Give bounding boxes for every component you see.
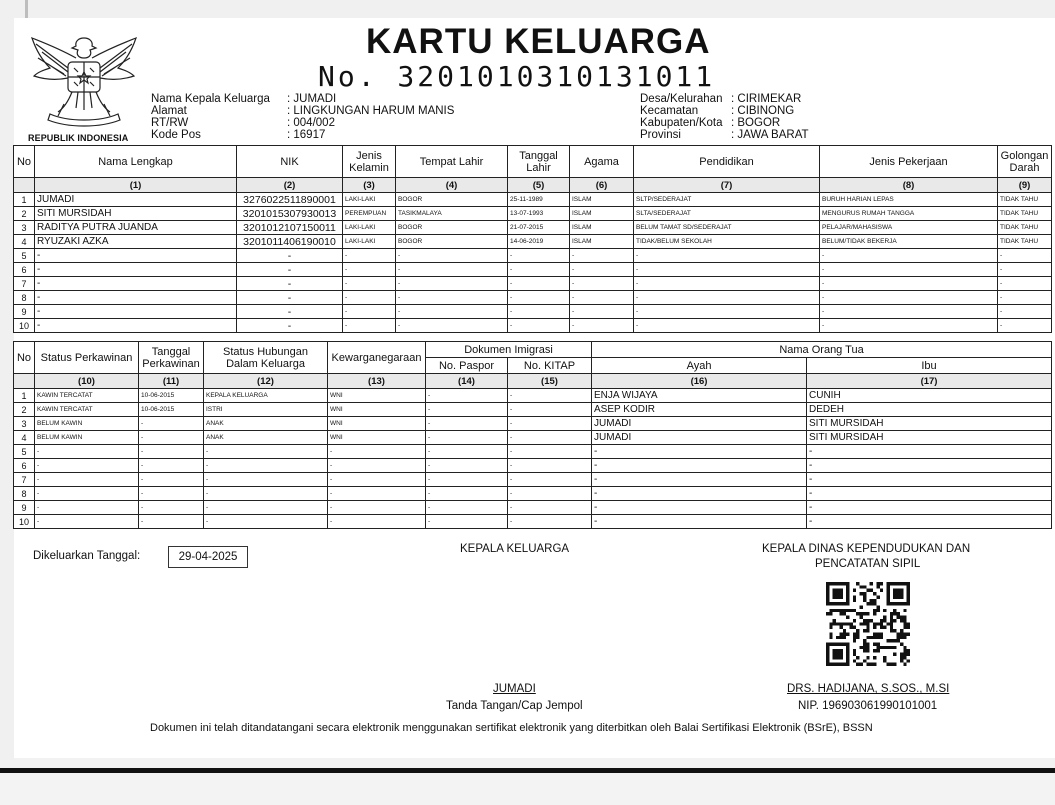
table2-cell-no: 5 xyxy=(14,445,35,459)
table2-cell-ayah: JUMADI xyxy=(592,431,807,445)
table1-cell-no: 8 xyxy=(14,291,35,305)
garuda-emblem-icon xyxy=(28,28,140,132)
table1-cell-agama: - xyxy=(570,319,634,333)
table1-cell-nama: - xyxy=(35,263,237,277)
table1-header-row xyxy=(14,146,1052,178)
info-left-block xyxy=(151,93,471,145)
table1-number-cell: (7) xyxy=(634,178,820,193)
emblem-label: REPUBLIK INDONESIA xyxy=(28,133,129,143)
table1-cell-tempat-lahir: BOGOR xyxy=(396,221,508,235)
table2-header-no-kitap: No. KITAP xyxy=(508,358,592,374)
table1-number-cell: (6) xyxy=(570,178,634,193)
table1-header-nama: Nama Lengkap xyxy=(35,146,237,178)
table1-row xyxy=(14,193,1052,207)
table2-cell-no-kitap: - xyxy=(508,403,592,417)
kepala-keluarga-name: JUMADI xyxy=(493,683,536,695)
table1-cell-jenis-kelamin: - xyxy=(343,263,396,277)
left-background-band xyxy=(0,0,14,760)
table1-cell-golongan-darah: - xyxy=(998,249,1052,263)
table1-cell-pekerjaan: MENGURUS RUMAH TANGGA xyxy=(820,207,998,221)
table1-cell-tanggal-lahir: 25-11-1989 xyxy=(508,193,570,207)
table2-row xyxy=(14,473,1052,487)
issued-date-label: Dikeluarkan Tanggal: xyxy=(33,550,141,562)
table1-cell-tanggal-lahir: 13-07-1993 xyxy=(508,207,570,221)
table1-cell-nama: - xyxy=(35,249,237,263)
table2-row xyxy=(14,431,1052,445)
table2-cell-ayah: - xyxy=(592,501,807,515)
table2-cell-kewarganegaraan: WNI xyxy=(328,417,426,431)
qr-code-icon xyxy=(826,582,910,666)
table1-header-tanggal-lahir: Tanggal Lahir xyxy=(508,146,570,178)
table2-cell-status-perkawinan: KAWIN TERCATAT xyxy=(35,403,139,417)
table1-cell-agama: - xyxy=(570,277,634,291)
page-title: KARTU KELUARGA xyxy=(366,22,711,61)
kepala-dinas-label-2: PENCATATAN SIPIL xyxy=(815,558,921,570)
table2-cell-status-perkawinan: - xyxy=(35,473,139,487)
table1-row xyxy=(14,319,1052,333)
table2-cell-no-kitap: - xyxy=(508,487,592,501)
table1-row xyxy=(14,277,1052,291)
table2-cell-status-hubungan: KEPALA KELUARGA xyxy=(204,389,328,403)
table2-cell-no-paspor: - xyxy=(426,403,508,417)
table2-cell-ayah: - xyxy=(592,487,807,501)
table2-cell-kewarganegaraan: - xyxy=(328,501,426,515)
table1-cell-no: 7 xyxy=(14,277,35,291)
table2-cell-no: 9 xyxy=(14,501,35,515)
table1-number-cell: (4) xyxy=(396,178,508,193)
info-label-kecamatan: Kecamatan xyxy=(640,105,699,117)
info-label-alamat: Alamat xyxy=(151,105,187,117)
info-value-nama-kepala: : JUMADI xyxy=(287,93,337,105)
table2-cell-ibu: - xyxy=(807,459,1052,473)
table1-cell-nama: - xyxy=(35,291,237,305)
table1-cell-no: 2 xyxy=(14,207,35,221)
table2-cell-status-hubungan: - xyxy=(204,445,328,459)
table1-cell-agama: ISLAM xyxy=(570,207,634,221)
table2-row xyxy=(14,403,1052,417)
table1-cell-no: 3 xyxy=(14,221,35,235)
table2-cell-status-hubungan: - xyxy=(204,501,328,515)
table1-row xyxy=(14,249,1052,263)
info-right-block xyxy=(640,93,860,145)
info-label-nama-kepala: Nama Kepala Keluarga xyxy=(151,93,270,105)
table2-cell-status-hubungan: ANAK xyxy=(204,431,328,445)
table1-cell-tanggal-lahir: - xyxy=(508,319,570,333)
table2-cell-no-paspor: - xyxy=(426,459,508,473)
table1-cell-agama: ISLAM xyxy=(570,193,634,207)
table1-cell-jenis-kelamin: PEREMPUAN xyxy=(343,207,396,221)
table2-number-cell: (11) xyxy=(139,374,204,389)
bottom-background-band xyxy=(0,773,1055,805)
table1-cell-agama: - xyxy=(570,249,634,263)
table1-header-pekerjaan: Jenis Pekerjaan xyxy=(820,146,998,178)
table2-number-cell: (10) xyxy=(35,374,139,389)
info-label-provinsi: Provinsi xyxy=(640,129,681,141)
table2-cell-ayah: - xyxy=(592,515,807,529)
table2-cell-tanggal-perkawinan: - xyxy=(139,501,204,515)
table1-row xyxy=(14,291,1052,305)
table1-cell-jenis-kelamin: - xyxy=(343,277,396,291)
table2-header-status-hubungan: Status Hubungan Dalam Keluarga xyxy=(204,342,328,374)
table1-cell-jenis-kelamin: LAKI-LAKI xyxy=(343,221,396,235)
table1-cell-jenis-kelamin: LAKI-LAKI xyxy=(343,193,396,207)
table1-cell-nama: SITI MURSIDAH xyxy=(35,207,237,221)
table1-cell-tempat-lahir: - xyxy=(396,249,508,263)
table2-cell-no-kitap: - xyxy=(508,473,592,487)
table1-cell-no: 4 xyxy=(14,235,35,249)
kepala-keluarga-label: KEPALA KELUARGA xyxy=(460,543,570,555)
table1-cell-pendidikan: TIDAK/BELUM SEKOLAH xyxy=(634,235,820,249)
table2-cell-status-perkawinan: BELUM KAWIN xyxy=(35,417,139,431)
table1-cell-nama: - xyxy=(35,319,237,333)
table1-cell-golongan-darah: TIDAK TAHU xyxy=(998,235,1052,249)
table1-cell-tanggal-lahir: - xyxy=(508,291,570,305)
table1-cell-pendidikan: - xyxy=(634,277,820,291)
table2-cell-ibu: DEDEH xyxy=(807,403,1052,417)
table1-cell-tanggal-lahir: 21-07-2015 xyxy=(508,221,570,235)
table2-header-dokumen-imigrasi: Dokumen Imigrasi xyxy=(426,342,592,358)
table2-cell-status-perkawinan: KAWIN TERCATAT xyxy=(35,389,139,403)
table1-cell-nik: - xyxy=(237,263,343,277)
table2-header-ibu: Ibu xyxy=(807,358,1052,374)
table2-cell-no-kitap: - xyxy=(508,431,592,445)
table2-cell-kewarganegaraan: WNI xyxy=(328,389,426,403)
table1-cell-tempat-lahir: BOGOR xyxy=(396,193,508,207)
table1-row xyxy=(14,207,1052,221)
table1-cell-tanggal-lahir: - xyxy=(508,305,570,319)
family-card-number: No. 3201010310131011 xyxy=(318,60,716,93)
table1-cell-nama: JUMADI xyxy=(35,193,237,207)
table2-cell-status-hubungan: - xyxy=(204,459,328,473)
info-label-kodepos: Kode Pos xyxy=(151,129,201,141)
table2-body xyxy=(14,389,1052,529)
table1-number-cell: (9) xyxy=(998,178,1052,193)
table1-cell-agama: - xyxy=(570,263,634,277)
table2-row xyxy=(14,501,1052,515)
table1-header-pendidikan: Pendidikan xyxy=(634,146,820,178)
table1-cell-pekerjaan: - xyxy=(820,249,998,263)
info-label-rtrw: RT/RW xyxy=(151,117,189,129)
table2-cell-no-kitap: - xyxy=(508,459,592,473)
info-value-desa: : CIRIMEKAR xyxy=(731,93,802,105)
table2-cell-ibu: CUNIH xyxy=(807,389,1052,403)
table2-cell-tanggal-perkawinan: 10-06-2015 xyxy=(139,403,204,417)
info-value-rtrw: : 004/002 xyxy=(287,117,335,129)
table2-number-cell: (13) xyxy=(328,374,426,389)
table1-cell-tempat-lahir: - xyxy=(396,277,508,291)
table2-cell-no-kitap: - xyxy=(508,515,592,529)
table1-cell-nik: 3201015307930013 xyxy=(237,207,343,221)
table1-cell-no: 9 xyxy=(14,305,35,319)
table1-header-nik: NIK xyxy=(237,146,343,178)
table2-header-tanggal-perkawinan: Tanggal Perkawinan xyxy=(139,342,204,374)
info-value-provinsi: : JAWA BARAT xyxy=(731,129,809,141)
table2-cell-ibu: - xyxy=(807,501,1052,515)
table1-number-cell: (3) xyxy=(343,178,396,193)
kepala-dinas-label-1: KEPALA DINAS KEPENDUDUKAN DAN xyxy=(762,543,971,555)
table2-cell-no-kitap: - xyxy=(508,389,592,403)
table1-row xyxy=(14,305,1052,319)
table2-cell-ibu: - xyxy=(807,515,1052,529)
table1-cell-tempat-lahir: - xyxy=(396,319,508,333)
table1-cell-tempat-lahir: - xyxy=(396,263,508,277)
table1-cell-tempat-lahir: - xyxy=(396,291,508,305)
table2-cell-no-paspor: - xyxy=(426,417,508,431)
table2-cell-status-hubungan: ANAK xyxy=(204,417,328,431)
table2-row xyxy=(14,417,1052,431)
table1-cell-pendidikan: SLTA/SEDERAJAT xyxy=(634,207,820,221)
table2-cell-kewarganegaraan: - xyxy=(328,473,426,487)
table1-cell-pekerjaan: - xyxy=(820,305,998,319)
table1-cell-golongan-darah: - xyxy=(998,263,1052,277)
table1-cell-pendidikan: BELUM TAMAT SD/SEDERAJAT xyxy=(634,221,820,235)
info-value-kabupaten: : BOGOR xyxy=(731,117,781,129)
table1-cell-tempat-lahir: - xyxy=(396,305,508,319)
table2-cell-ayah: - xyxy=(592,445,807,459)
table1-cell-golongan-darah: TIDAK TAHU xyxy=(998,193,1052,207)
table2-cell-ibu: - xyxy=(807,487,1052,501)
table2-cell-no: 2 xyxy=(14,403,35,417)
info-value-kecamatan: : CIBINONG xyxy=(731,105,795,117)
table1-cell-nik: - xyxy=(237,249,343,263)
table2-row xyxy=(14,389,1052,403)
table1-cell-nik: 3276022511890001 xyxy=(237,193,343,207)
table2-cell-no: 7 xyxy=(14,473,35,487)
table1-cell-pendidikan: - xyxy=(634,319,820,333)
issued-date-box: 29-04-2025 xyxy=(168,546,248,568)
table2-cell-status-perkawinan: - xyxy=(35,515,139,529)
table2-cell-tanggal-perkawinan: - xyxy=(139,445,204,459)
table1-row xyxy=(14,221,1052,235)
table2-cell-no: 1 xyxy=(14,389,35,403)
table1-cell-pekerjaan: - xyxy=(820,291,998,305)
table2-number-cell: (15) xyxy=(508,374,592,389)
table1-body xyxy=(14,193,1052,333)
table1-header-no: No xyxy=(14,146,35,178)
table1-row xyxy=(14,235,1052,249)
table1-cell-nik: - xyxy=(237,305,343,319)
table1-cell-golongan-darah: - xyxy=(998,319,1052,333)
table2-cell-tanggal-perkawinan: - xyxy=(139,515,204,529)
table2-cell-no-paspor: - xyxy=(426,445,508,459)
table2-cell-no-paspor: - xyxy=(426,487,508,501)
table1-cell-tanggal-lahir: - xyxy=(508,263,570,277)
table1-cell-pendidikan: - xyxy=(634,305,820,319)
table1-cell-agama: ISLAM xyxy=(570,235,634,249)
table1-row xyxy=(14,263,1052,277)
table2-row xyxy=(14,487,1052,501)
table1-number-cell: (8) xyxy=(820,178,998,193)
table2-cell-ibu: SITI MURSIDAH xyxy=(807,431,1052,445)
table2-header-row-1 xyxy=(14,342,1052,358)
table1-cell-golongan-darah: - xyxy=(998,291,1052,305)
table2-cell-status-hubungan: - xyxy=(204,515,328,529)
info-label-kabupaten: Kabupaten/Kota xyxy=(640,117,723,129)
table2-number-row xyxy=(14,374,1052,389)
table2-cell-no: 8 xyxy=(14,487,35,501)
table1-cell-pekerjaan: PELAJAR/MAHASISWA xyxy=(820,221,998,235)
table2-row xyxy=(14,515,1052,529)
table1-cell-pekerjaan: BELUM/TIDAK BEKERJA xyxy=(820,235,998,249)
table1-header-agama: Agama xyxy=(570,146,634,178)
table2-cell-status-perkawinan: - xyxy=(35,459,139,473)
table2-cell-tanggal-perkawinan: - xyxy=(139,487,204,501)
table1-cell-nama: RYUZAKI AZKA xyxy=(35,235,237,249)
table1-cell-pendidikan: - xyxy=(634,249,820,263)
top-background-band xyxy=(0,0,1055,18)
table2-header-ayah: Ayah xyxy=(592,358,807,374)
table2-cell-no-paspor: - xyxy=(426,389,508,403)
table1-number-cell: (2) xyxy=(237,178,343,193)
table1-cell-tanggal-lahir: - xyxy=(508,249,570,263)
table1-cell-agama: ISLAM xyxy=(570,221,634,235)
table1-cell-nik: 3201012107150011 xyxy=(237,221,343,235)
table2-cell-no: 3 xyxy=(14,417,35,431)
table1-cell-pekerjaan: - xyxy=(820,263,998,277)
table2-cell-tanggal-perkawinan: - xyxy=(139,473,204,487)
table2-cell-tanggal-perkawinan: - xyxy=(139,417,204,431)
table2-number-cell: (17) xyxy=(807,374,1052,389)
table2-cell-status-hubungan: - xyxy=(204,487,328,501)
table1-cell-nik: - xyxy=(237,277,343,291)
table1-cell-jenis-kelamin: - xyxy=(343,291,396,305)
table1-number-row xyxy=(14,178,1052,193)
table2-number-cell: (16) xyxy=(592,374,807,389)
table2-cell-tanggal-perkawinan: - xyxy=(139,459,204,473)
table2-cell-kewarganegaraan: WNI xyxy=(328,431,426,445)
table2-cell-status-perkawinan: - xyxy=(35,501,139,515)
info-value-kodepos: : 16917 xyxy=(287,129,326,141)
table2-cell-status-perkawinan: - xyxy=(35,445,139,459)
table1-cell-golongan-darah: TIDAK TAHU xyxy=(998,221,1052,235)
table2-cell-tanggal-perkawinan: 10-06-2015 xyxy=(139,389,204,403)
table2-cell-no: 10 xyxy=(14,515,35,529)
official-nip: NIP. 196903061990101001 xyxy=(798,700,938,712)
table1-cell-nama: - xyxy=(35,277,237,291)
official-name: DRS. HADIJANA, S.SOS., M.SI xyxy=(787,683,950,695)
table1-header-jenis-kelamin: Jenis Kelamin xyxy=(343,146,396,178)
table2-cell-kewarganegaraan: - xyxy=(328,459,426,473)
table2-cell-status-hubungan: ISTRI xyxy=(204,403,328,417)
table1-cell-jenis-kelamin: - xyxy=(343,305,396,319)
table2-cell-kewarganegaraan: - xyxy=(328,515,426,529)
table1-header-golongan-darah: Golongan Darah xyxy=(998,146,1052,178)
table1-cell-no: 1 xyxy=(14,193,35,207)
table1-cell-no: 5 xyxy=(14,249,35,263)
table2-header-status-perkawinan: Status Perkawinan xyxy=(35,342,139,374)
table2-cell-ibu: - xyxy=(807,473,1052,487)
table1-cell-nama: RADITYA PUTRA JUANDA xyxy=(35,221,237,235)
table1-cell-nama: - xyxy=(35,305,237,319)
table2-cell-status-perkawinan: BELUM KAWIN xyxy=(35,431,139,445)
table2-cell-no-paspor: - xyxy=(426,473,508,487)
table2-number-cell: (14) xyxy=(426,374,508,389)
table1-cell-tanggal-lahir: 14-06-2019 xyxy=(508,235,570,249)
table1-cell-no: 10 xyxy=(14,319,35,333)
table2-cell-no: 4 xyxy=(14,431,35,445)
family-members-table xyxy=(13,145,1052,333)
table1-cell-tempat-lahir: BOGOR xyxy=(396,235,508,249)
table2-cell-ibu: - xyxy=(807,445,1052,459)
table2-cell-no-paspor: - xyxy=(426,431,508,445)
table1-cell-pendidikan: - xyxy=(634,291,820,305)
table2-cell-no-kitap: - xyxy=(508,501,592,515)
table1-number-empty xyxy=(14,178,35,193)
table1-cell-golongan-darah: TIDAK TAHU xyxy=(998,207,1052,221)
table1-cell-pekerjaan: - xyxy=(820,277,998,291)
info-value-alamat: : LINGKUNGAN HARUM MANIS xyxy=(287,105,455,117)
table1-cell-nik: - xyxy=(237,291,343,305)
table2-cell-ayah: - xyxy=(592,473,807,487)
table1-cell-tempat-lahir: TASIKMALAYA xyxy=(396,207,508,221)
table1-number-cell: (5) xyxy=(508,178,570,193)
table2-number-empty xyxy=(14,374,35,389)
table2-header-nama-orang-tua: Nama Orang Tua xyxy=(592,342,1052,358)
table2-cell-status-perkawinan: - xyxy=(35,487,139,501)
table2-cell-tanggal-perkawinan: - xyxy=(139,431,204,445)
table2-header-kewarganegaraan: Kewarganegaraan xyxy=(328,342,426,374)
table2-cell-ayah: JUMADI xyxy=(592,417,807,431)
table2-header-no-paspor: No. Paspor xyxy=(426,358,508,374)
table1-cell-tanggal-lahir: - xyxy=(508,277,570,291)
table2-cell-no-paspor: - xyxy=(426,515,508,529)
table1-cell-jenis-kelamin: LAKI-LAKI xyxy=(343,235,396,249)
info-label-desa: Desa/Kelurahan xyxy=(640,93,723,105)
table2-cell-ibu: SITI MURSIDAH xyxy=(807,417,1052,431)
table1-cell-jenis-kelamin: - xyxy=(343,319,396,333)
table2-cell-no-kitap: - xyxy=(508,417,592,431)
table1-cell-golongan-darah: - xyxy=(998,305,1052,319)
table2-header-no: No xyxy=(14,342,35,374)
table1-cell-no: 6 xyxy=(14,263,35,277)
table1-cell-pendidikan: SLTP/SEDERAJAT xyxy=(634,193,820,207)
table1-cell-pendidikan: - xyxy=(634,263,820,277)
table2-cell-kewarganegaraan: WNI xyxy=(328,403,426,417)
table1-cell-nik: 3201011406190010 xyxy=(237,235,343,249)
table2-cell-ayah: ENJA WIJAYA xyxy=(592,389,807,403)
table2-cell-kewarganegaraan: - xyxy=(328,445,426,459)
table1-cell-pekerjaan: - xyxy=(820,319,998,333)
table1-cell-agama: - xyxy=(570,305,634,319)
table2-cell-no: 6 xyxy=(14,459,35,473)
electronic-signature-disclaimer: Dokumen ini telah ditandatangani secara elektronik menggunakan sertifikat elektronik yang diterbitkan oleh Balai Sertifikasi Elektronik (BSrE), BSSN xyxy=(150,722,873,734)
table2-cell-no-kitap: - xyxy=(508,445,592,459)
signature-note: Tanda Tangan/Cap Jempol xyxy=(446,700,583,712)
table2-cell-status-hubungan: - xyxy=(204,473,328,487)
table2-cell-kewarganegaraan: - xyxy=(328,487,426,501)
table1-cell-pekerjaan: BURUH HARIAN LEPAS xyxy=(820,193,998,207)
table2-number-cell: (12) xyxy=(204,374,328,389)
table1-cell-nik: - xyxy=(237,319,343,333)
table1-number-cell: (1) xyxy=(35,178,237,193)
table1-header-tempat-lahir: Tempat Lahir xyxy=(396,146,508,178)
table1-cell-golongan-darah: - xyxy=(998,277,1052,291)
table2-cell-ayah: ASEP KODIR xyxy=(592,403,807,417)
table2-cell-no-paspor: - xyxy=(426,501,508,515)
table1-cell-agama: - xyxy=(570,291,634,305)
table2-row xyxy=(14,459,1052,473)
table2-cell-ayah: - xyxy=(592,459,807,473)
marital-parents-table xyxy=(13,341,1052,529)
table1-cell-jenis-kelamin: - xyxy=(343,249,396,263)
table2-row xyxy=(14,445,1052,459)
